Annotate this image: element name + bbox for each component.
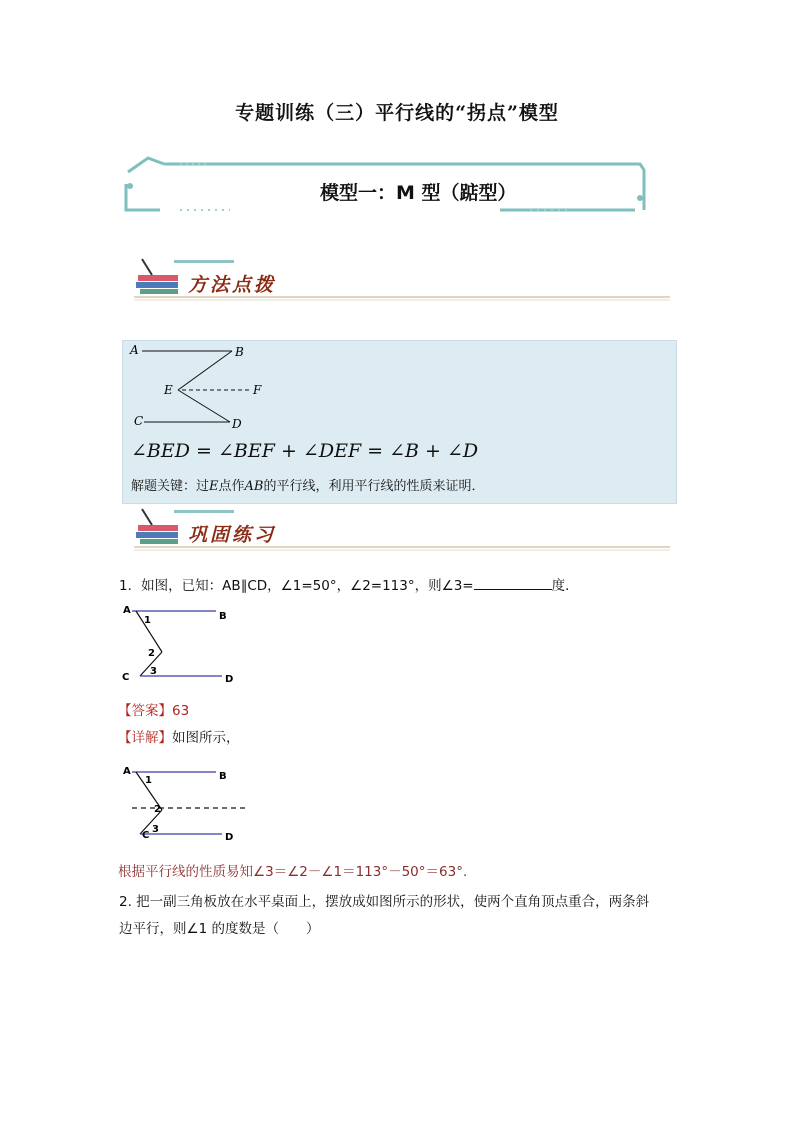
m-model-figure	[122, 340, 675, 440]
answer-blank	[474, 577, 552, 590]
q2-line1: 2. 把一副三角板放在水平桌面上，摆放成如图所示的形状，使两个直角顶点重合，两条斜	[119, 894, 650, 910]
q1-label-a: A	[123, 605, 131, 616]
answer-tag: 【答案】	[118, 703, 172, 719]
page-title: 专题训练（三）平行线的“拐点”模型	[235, 102, 559, 124]
model-banner-title: 模型一：M 型（踮型）	[320, 182, 517, 204]
key-suffix: 的平行线，利用平行线的性质来证明．	[263, 479, 485, 494]
angle-formula: ∠BED = ∠BEF + ∠DEF = ∠B + ∠D	[131, 440, 479, 462]
q1-answer	[118, 699, 189, 719]
label-c: C	[134, 414, 144, 428]
q1s-angle-2: 2	[154, 804, 161, 815]
q1-label-c: C	[122, 672, 130, 683]
key-prefix: 解题关键：过	[131, 479, 210, 494]
q1-angle-1: 1	[144, 615, 151, 626]
q1s-angle-3: 3	[152, 824, 159, 835]
q1-stem: 1．如图，已知：AB∥CD，∠1=50°，∠2=113°，则∠3=	[119, 578, 474, 594]
q1s-label-a: A	[123, 766, 131, 777]
answer-value: 63	[172, 703, 190, 719]
q1s-label-b: B	[219, 771, 227, 782]
q1s-label-c: C	[142, 830, 150, 841]
detail-tag: 【详解】	[118, 730, 172, 746]
label-b: B	[235, 345, 244, 359]
section-header-practice	[134, 505, 674, 555]
key-point-e: E	[209, 479, 219, 494]
q1-detail	[118, 726, 240, 746]
section-header-method	[134, 255, 674, 305]
detail-text: 如图所示，	[172, 730, 240, 746]
label-f: F	[253, 383, 262, 397]
q1-unit: 度．	[551, 578, 579, 594]
section-title-practice: 巩固练习	[188, 524, 277, 546]
q1-label-b: B	[219, 611, 227, 622]
q2-line2: 边平行，则∠1 的度数是（ ）	[119, 921, 320, 937]
key-mid: 点作	[218, 479, 245, 494]
key-line-ab: AB	[244, 479, 264, 494]
q1-solution: 根据平行线的性质易知∠3＝∠2－∠1＝113°－50°＝63°．	[118, 864, 477, 880]
q1-solution-figure	[118, 762, 258, 850]
section-title-method: 方法点拨	[188, 274, 277, 296]
question-1	[119, 574, 579, 594]
q1-angle-2: 2	[148, 648, 155, 659]
q1s-label-d: D	[225, 832, 234, 843]
key-insight	[131, 475, 485, 494]
q1-label-d: D	[225, 674, 234, 685]
q1-angle-3: 3	[150, 666, 157, 677]
label-d: D	[232, 417, 242, 431]
q1-figure	[118, 600, 248, 690]
label-e: E	[164, 383, 173, 397]
q1s-angle-1: 1	[145, 775, 152, 786]
label-a: A	[130, 343, 139, 357]
